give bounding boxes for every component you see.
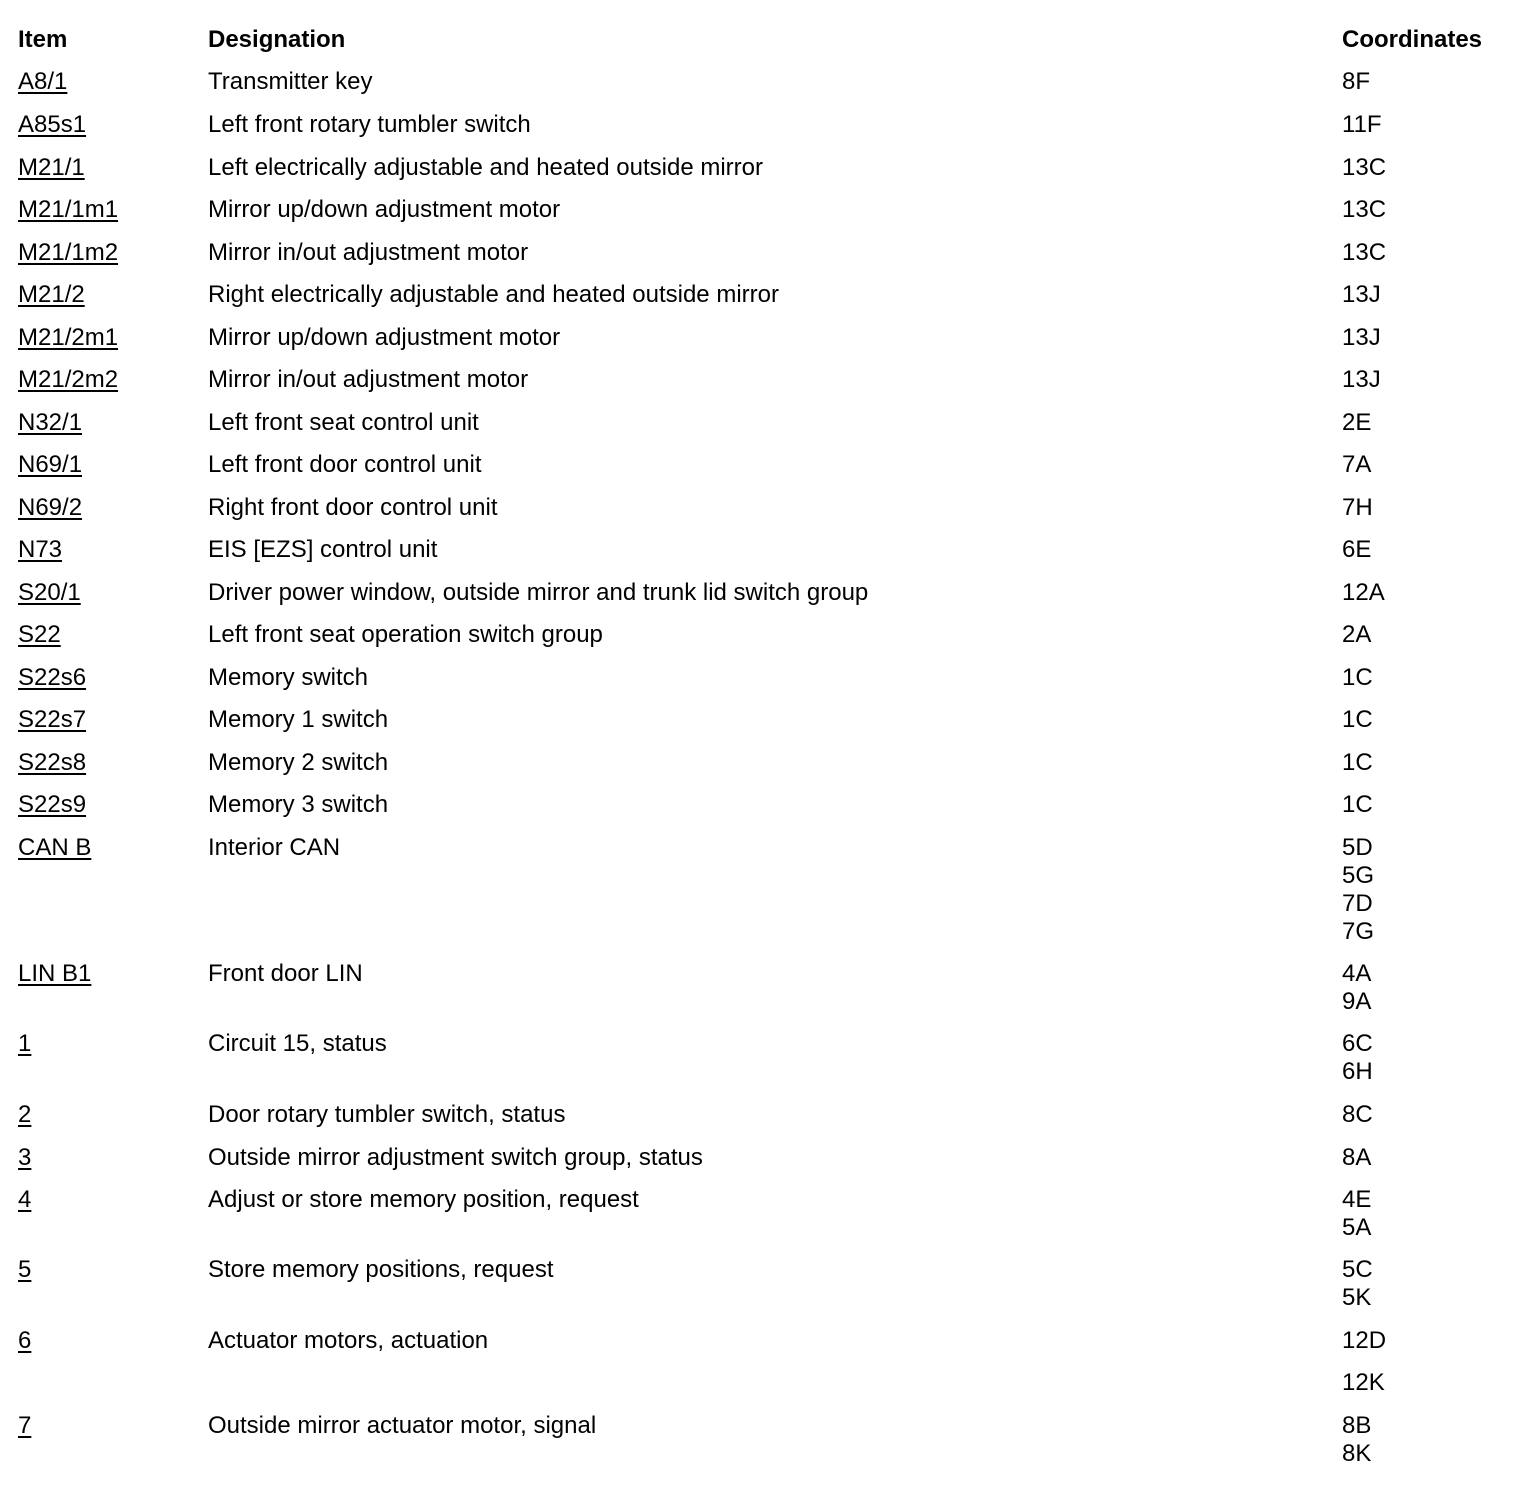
header-designation: Designation	[208, 26, 346, 53]
coordinates-cell	[1342, 960, 1371, 1016]
coordinates-cell	[1342, 281, 1381, 309]
designation-text: Adjust or store memory position, request	[208, 1186, 639, 1213]
coordinate-value: 5C	[1342, 1256, 1373, 1283]
coordinate-value: 1C	[1342, 749, 1373, 776]
table-row	[18, 1412, 1508, 1482]
item-link[interactable]: CAN B	[18, 834, 92, 861]
coordinate-value: 6E	[1342, 536, 1372, 563]
coordinates-cell	[1342, 1186, 1371, 1242]
table-row	[18, 1101, 1508, 1144]
item-link[interactable]: S22s6	[18, 664, 87, 691]
item-link[interactable]: S22	[18, 621, 61, 648]
designation-text: Left front rotary tumbler switch	[208, 111, 531, 138]
legend-header-row	[18, 26, 1508, 68]
table-row	[18, 68, 1508, 111]
coordinate-value: 1C	[1342, 664, 1373, 691]
coordinate-value: 13J	[1342, 366, 1381, 393]
designation-text: Mirror up/down adjustment motor	[208, 196, 561, 223]
table-row	[18, 409, 1508, 451]
designation-text: Store memory positions, request	[208, 1256, 554, 1283]
legend-table	[18, 26, 1508, 1482]
coordinate-value: 12K	[1342, 1369, 1385, 1396]
coordinate-value: 2A	[1342, 621, 1372, 648]
item-link[interactable]: M21/1m1	[18, 196, 119, 223]
table-row	[18, 1144, 1508, 1186]
coordinates-cell	[1342, 154, 1386, 182]
item-link[interactable]: 6	[18, 1327, 32, 1354]
coordinate-value: 4A	[1342, 960, 1372, 987]
coordinates-cell	[1342, 196, 1386, 224]
item-link[interactable]: 5	[18, 1256, 32, 1283]
coordinates-cell	[1342, 706, 1373, 734]
coordinates-cell	[1342, 111, 1382, 139]
designation-text: Front door LIN	[208, 960, 363, 987]
item-link[interactable]: 2	[18, 1101, 32, 1128]
coordinate-value: 7D	[1342, 890, 1373, 917]
table-row	[18, 494, 1508, 536]
coordinates-cell	[1342, 1327, 1386, 1397]
designation-text: Circuit 15, status	[208, 1030, 387, 1057]
table-row	[18, 621, 1508, 664]
coordinates-cell	[1342, 324, 1381, 352]
table-row	[18, 834, 1508, 960]
item-link[interactable]: S22s7	[18, 706, 87, 733]
designation-text: Mirror in/out adjustment motor	[208, 239, 529, 266]
table-row	[18, 706, 1508, 749]
legend-rows	[18, 68, 1508, 1482]
designation-text: Left front seat control unit	[208, 409, 479, 436]
item-link[interactable]: M21/1	[18, 154, 85, 181]
coordinates-cell	[1342, 1144, 1371, 1172]
item-link[interactable]: N69/2	[18, 494, 83, 521]
designation-text: Left front seat operation switch group	[208, 621, 603, 648]
designation-text: Outside mirror actuator motor, signal	[208, 1412, 597, 1439]
item-link[interactable]: 7	[18, 1412, 32, 1439]
coordinate-value: 9A	[1342, 988, 1372, 1015]
coordinate-value: 13C	[1342, 154, 1387, 181]
coordinate-value: 7G	[1342, 918, 1375, 945]
coordinates-cell	[1342, 791, 1373, 819]
coordinates-cell	[1342, 409, 1371, 437]
coordinate-value: 5G	[1342, 862, 1375, 889]
item-link[interactable]: S20/1	[18, 579, 81, 606]
coordinates-cell	[1342, 834, 1374, 946]
header-item: Item	[18, 26, 68, 53]
coordinate-value: 1C	[1342, 706, 1373, 733]
item-link[interactable]: LIN B1	[18, 960, 92, 987]
table-row	[18, 196, 1508, 239]
designation-text: Memory switch	[208, 664, 369, 691]
coordinate-value: 5A	[1342, 1214, 1372, 1241]
item-link[interactable]: M21/1m2	[18, 239, 119, 266]
table-row	[18, 1256, 1508, 1327]
coordinates-cell	[1342, 664, 1373, 692]
designation-text: Transmitter key	[208, 68, 373, 95]
coordinate-value: 1C	[1342, 791, 1373, 818]
designation-text: Outside mirror adjustment switch group, status	[208, 1144, 703, 1171]
item-link[interactable]: N32/1	[18, 409, 83, 436]
coordinate-value: 13J	[1342, 281, 1381, 308]
table-row	[18, 1186, 1508, 1256]
coordinates-cell	[1342, 1030, 1373, 1086]
table-row	[18, 960, 1508, 1030]
item-link[interactable]: 3	[18, 1144, 32, 1171]
item-link[interactable]: S22s8	[18, 749, 87, 776]
coordinate-value: 2E	[1342, 409, 1372, 436]
coordinate-value: 7A	[1342, 451, 1372, 478]
table-row	[18, 579, 1508, 621]
coordinate-value: 7H	[1342, 494, 1373, 521]
coordinate-value: 13C	[1342, 196, 1387, 223]
coordinates-cell	[1342, 1256, 1373, 1312]
coordinate-value: 8K	[1342, 1440, 1372, 1467]
header-coordinates: Coordinates	[1342, 26, 1483, 53]
item-link[interactable]: 1	[18, 1030, 32, 1057]
table-row	[18, 366, 1508, 409]
coordinate-value: 5D	[1342, 834, 1373, 861]
table-row	[18, 154, 1508, 196]
coordinates-cell	[1342, 1101, 1373, 1129]
designation-text: Interior CAN	[208, 834, 341, 861]
coordinates-cell	[1342, 749, 1373, 777]
designation-text: Mirror up/down adjustment motor	[208, 324, 561, 351]
coordinate-value: 12A	[1342, 579, 1385, 606]
table-row	[18, 1327, 1508, 1412]
designation-text: Memory 3 switch	[208, 791, 389, 818]
coordinate-value: 8B	[1342, 1412, 1372, 1439]
designation-text: Door rotary tumbler switch, status	[208, 1101, 566, 1128]
coordinate-value: 8F	[1342, 68, 1371, 95]
item-link[interactable]: N69/1	[18, 451, 83, 478]
coordinate-value: 5K	[1342, 1284, 1372, 1311]
item-link[interactable]: A8/1	[18, 68, 68, 95]
item-link[interactable]: M21/2m2	[18, 366, 119, 393]
item-link[interactable]: N73	[18, 536, 63, 563]
coordinate-value: 6H	[1342, 1058, 1373, 1085]
designation-text: Right front door control unit	[208, 494, 498, 521]
coordinate-value: 12D	[1342, 1327, 1387, 1354]
table-row	[18, 1030, 1508, 1101]
table-row	[18, 791, 1508, 834]
table-row	[18, 749, 1508, 791]
table-row	[18, 111, 1508, 154]
item-link[interactable]: S22s9	[18, 791, 87, 818]
table-row	[18, 664, 1508, 706]
item-link[interactable]: A85s1	[18, 111, 87, 138]
coordinate-value: 13C	[1342, 239, 1387, 266]
designation-text: Mirror in/out adjustment motor	[208, 366, 529, 393]
coordinates-cell	[1342, 579, 1385, 607]
table-row	[18, 536, 1508, 579]
coordinate-value: 11F	[1342, 111, 1382, 138]
designation-text: Memory 1 switch	[208, 706, 389, 733]
designation-text: Right electrically adjustable and heated outside mirror	[208, 281, 779, 308]
coordinates-cell	[1342, 451, 1371, 479]
table-row	[18, 239, 1508, 281]
coordinate-value: 8A	[1342, 1144, 1372, 1171]
coordinates-cell	[1342, 1412, 1371, 1468]
coordinates-cell	[1342, 68, 1370, 96]
coordinate-value: 4E	[1342, 1186, 1372, 1213]
item-link[interactable]: 4	[18, 1186, 32, 1213]
item-link[interactable]: M21/2m1	[18, 324, 119, 351]
coordinates-cell	[1342, 621, 1371, 649]
coordinates-cell	[1342, 366, 1381, 394]
coordinates-cell	[1342, 494, 1373, 522]
coordinate-value: 6C	[1342, 1030, 1373, 1057]
designation-text: Left electrically adjustable and heated outside mirror	[208, 154, 763, 181]
coordinates-cell	[1342, 239, 1386, 267]
designation-text: Driver power window, outside mirror and trunk lid switch group	[208, 579, 869, 606]
coordinate-value: 13J	[1342, 324, 1381, 351]
designation-text: Actuator motors, actuation	[208, 1327, 489, 1354]
table-row	[18, 324, 1508, 366]
table-row	[18, 451, 1508, 494]
item-link[interactable]: M21/2	[18, 281, 85, 308]
designation-text: Left front door control unit	[208, 451, 482, 478]
coordinates-cell	[1342, 536, 1371, 564]
designation-text: Memory 2 switch	[208, 749, 389, 776]
coordinate-value: 8C	[1342, 1101, 1373, 1128]
table-row	[18, 281, 1508, 324]
designation-text: EIS [EZS] control unit	[208, 536, 438, 563]
